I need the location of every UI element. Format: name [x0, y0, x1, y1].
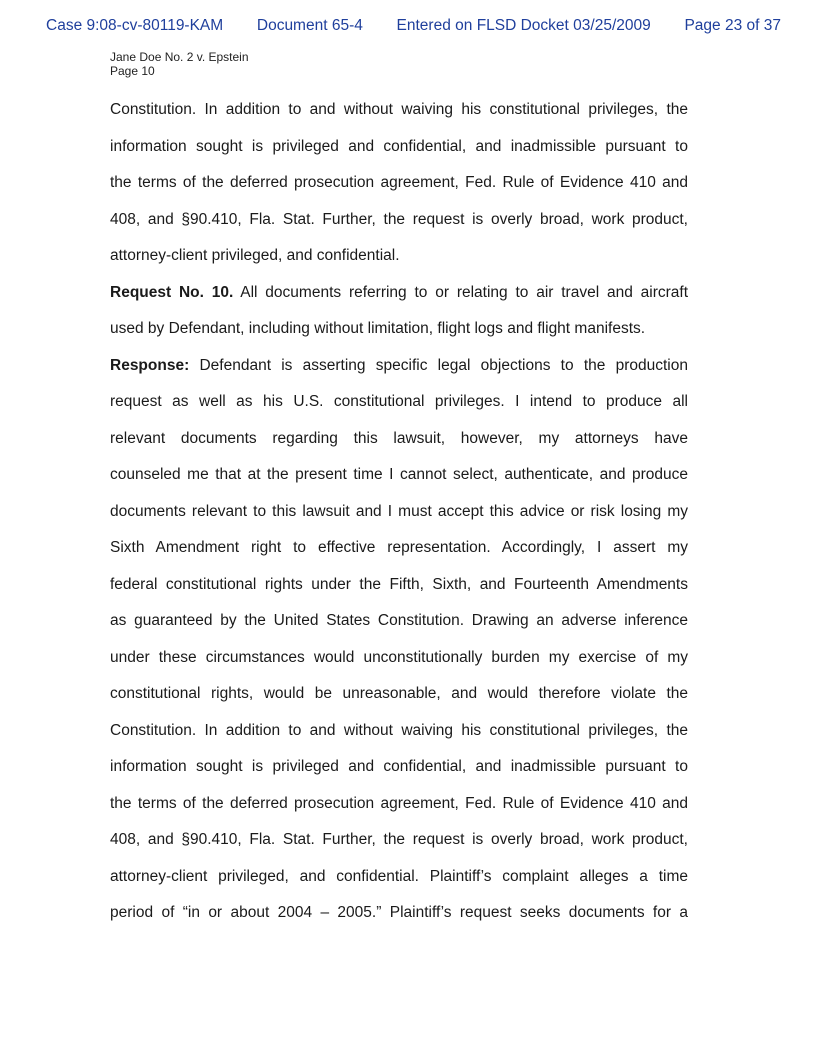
page-count: Page 23 of 37	[684, 17, 781, 34]
text-line	[110, 571, 688, 608]
text-line	[110, 826, 688, 863]
text-line	[110, 279, 688, 316]
text-line	[110, 899, 688, 936]
text-line	[110, 388, 688, 425]
text-line	[110, 790, 688, 827]
text-line	[110, 133, 688, 170]
line-text: 408, and §90.410, Fla. Stat. Further, the request is overly broad, work product,	[110, 210, 688, 228]
text-line	[110, 242, 688, 279]
text-line	[110, 607, 688, 644]
text-line	[110, 206, 688, 243]
line-text: under these circumstances would unconstitutionally burden my exercise of my	[110, 648, 688, 666]
line-text: Constitution. In addition to and without waiving his constitutional privileges, the	[110, 721, 688, 739]
line-text: period of “in or about 2004 – 2005.” Plaintiff’s request seeks documents for a	[110, 904, 688, 921]
document-body	[110, 96, 688, 936]
line-text: relevant documents regarding this lawsuit, however, my attorneys have	[110, 429, 688, 447]
text-line	[110, 498, 688, 535]
line-text: Sixth Amendment right to effective representation. Accordingly, I assert my	[110, 539, 688, 556]
line-text: Constitution. In addition to and without waiving his constitutional privileges, the	[110, 101, 688, 118]
text-line	[110, 461, 688, 498]
document-caption	[110, 50, 249, 78]
line-text: constitutional rights, would be unreasonable, and would therefore violate the	[110, 685, 688, 702]
caption-page: Page 10	[110, 64, 155, 78]
paragraph-label: Response:	[110, 356, 190, 374]
line-text: Defendant is asserting specific legal objections to the production	[189, 356, 688, 374]
line-text: used by Defendant, including without limitation, flight logs and flight manifests.	[110, 320, 646, 337]
line-text: information sought is privileged and confidential, and inadmissible pursuant to	[110, 758, 688, 775]
text-line	[110, 534, 688, 571]
text-line	[110, 717, 688, 754]
line-text: 408, and §90.410, Fla. Stat. Further, the request is overly broad, work product,	[110, 831, 688, 848]
docket-header-stamp	[46, 17, 781, 35]
line-text: attorney-client privileged, and confidential.	[110, 247, 400, 264]
text-line	[110, 644, 688, 681]
text-line	[110, 169, 688, 206]
line-text: the terms of the deferred prosecution agreement, Fed. Rule of Evidence 410 and	[110, 174, 688, 191]
caption-title: Jane Doe No. 2 v. Epstein	[110, 50, 249, 64]
line-text: request as well as his U.S. constitutional privileges. I intend to produce all	[110, 393, 688, 410]
text-line	[110, 863, 688, 900]
text-line	[110, 753, 688, 790]
text-line	[110, 352, 688, 389]
line-text: counseled me that at the present time I cannot select, authenticate, and produce	[110, 466, 688, 483]
text-line	[110, 680, 688, 717]
paragraph-label: Request No. 10.	[110, 283, 234, 301]
text-line	[110, 315, 688, 352]
line-text: federal constitutional rights under the Fifth, Sixth, and Fourteenth Amendments	[110, 575, 688, 593]
case-number: Case 9:08-cv-80119-KAM	[46, 17, 224, 34]
line-text: All documents referring to or relating to air travel and aircraft	[233, 283, 689, 301]
line-text: as guaranteed by the United States Constitution. Drawing an adverse inference	[110, 612, 688, 629]
line-text: the terms of the deferred prosecution agreement, Fed. Rule of Evidence 410 and	[110, 794, 688, 812]
docket-entry-date: Entered on FLSD Docket 03/25/2009	[396, 17, 651, 34]
text-line	[110, 96, 688, 133]
line-text: information sought is privileged and confidential, and inadmissible pursuant to	[110, 137, 688, 155]
document-number: Document 65-4	[256, 17, 363, 34]
text-line	[110, 425, 688, 462]
line-text: documents relevant to this lawsuit and I must accept this advice or risk losing my	[110, 502, 688, 520]
line-text: attorney-client privileged, and confidential. Plaintiff’s complaint alleges a time	[110, 867, 688, 885]
